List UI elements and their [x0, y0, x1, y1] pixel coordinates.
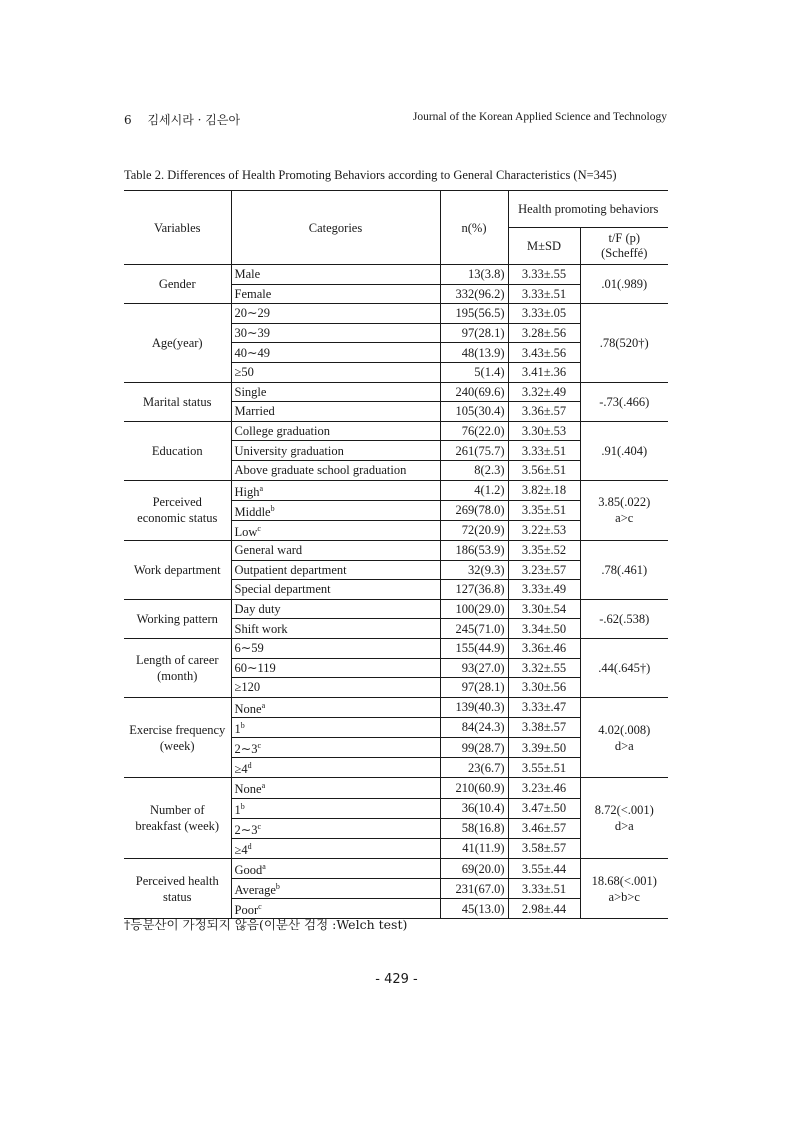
n-cell: 245(71.0)	[440, 619, 508, 639]
variable-cell: Number of breakfast (week)	[124, 778, 231, 859]
category-label: Male	[234, 267, 261, 282]
msd-cell: 3.82±.18	[508, 480, 580, 500]
category-cell	[231, 798, 440, 818]
stat-value: .01(.989)	[601, 277, 648, 292]
category-superscript: d	[247, 841, 252, 851]
n-cell: 48(13.9)	[440, 343, 508, 363]
msd-cell: 3.33±.51	[508, 879, 580, 899]
msd-cell: 3.34±.50	[508, 619, 580, 639]
n-cell: 8(2.3)	[440, 460, 508, 480]
n-cell: 261(75.7)	[440, 441, 508, 461]
stat-cell	[580, 480, 668, 540]
category-label: Above graduate school graduation	[234, 463, 407, 478]
n-cell: 84(24.3)	[440, 717, 508, 737]
category-superscript: b	[270, 503, 275, 513]
category-cell	[231, 402, 440, 422]
msd-cell: 3.23±.46	[508, 778, 580, 798]
stat-cell	[580, 638, 668, 697]
category-superscript: a	[262, 862, 266, 871]
category-cell	[231, 265, 440, 285]
stat-cell	[580, 382, 668, 421]
stat-value: 18.68(<.001)	[591, 873, 657, 888]
n-cell: 32(9.3)	[440, 560, 508, 580]
n-cell: 231(67.0)	[440, 879, 508, 899]
category-cell	[231, 638, 440, 658]
category-label: Single	[234, 384, 267, 399]
msd-cell: 3.38±.57	[508, 717, 580, 737]
table-row	[124, 778, 668, 798]
category-cell	[231, 697, 440, 717]
msd-cell: 3.41±.36	[508, 362, 580, 382]
header-tf	[580, 228, 668, 265]
n-cell: 210(60.9)	[440, 778, 508, 798]
category-label: Married	[234, 404, 275, 419]
msd-cell: 3.39±.50	[508, 738, 580, 758]
page-number: 6	[124, 113, 132, 127]
header-health-promoting-behaviors: Health promoting behaviors	[508, 191, 668, 228]
msd-cell: 3.33±.51	[508, 284, 580, 304]
table-row	[124, 265, 668, 285]
category-label: ≥4	[234, 762, 248, 777]
n-cell: 240(69.6)	[440, 382, 508, 402]
category-cell	[231, 717, 440, 737]
n-cell: 76(22.0)	[440, 421, 508, 441]
category-superscript: a	[261, 700, 266, 710]
category-cell	[231, 580, 440, 600]
stat-value: 8.72(<.001)	[594, 803, 654, 818]
stat-cell	[580, 541, 668, 600]
category-superscript: c	[257, 523, 261, 533]
category-superscript: c	[257, 821, 262, 831]
msd-cell: 2.98±.44	[508, 899, 580, 919]
category-cell	[231, 421, 440, 441]
category-cell	[231, 619, 440, 639]
category-label: Average	[234, 883, 276, 898]
msd-cell: 3.33±.05	[508, 304, 580, 324]
category-cell	[231, 460, 440, 480]
category-cell	[231, 778, 440, 798]
msd-cell: 3.33±.55	[508, 265, 580, 285]
n-cell: 5(1.4)	[440, 362, 508, 382]
n-cell: 99(28.7)	[440, 738, 508, 758]
header-n: n(%)	[440, 191, 508, 265]
table-row	[124, 859, 668, 879]
msd-cell: 3.47±.50	[508, 798, 580, 818]
category-label: ≥4	[234, 843, 248, 857]
category-superscript: b	[275, 882, 280, 892]
n-cell: 127(36.8)	[440, 580, 508, 600]
msd-cell: 3.56±.51	[508, 460, 580, 480]
category-cell	[231, 758, 440, 778]
category-cell	[231, 541, 440, 561]
msd-cell: 3.32±.55	[508, 658, 580, 678]
category-label: 2∼3	[234, 822, 258, 837]
header-variables: Variables	[153, 220, 201, 235]
variable-cell: Working pattern	[124, 599, 231, 638]
category-label: 20∼29	[234, 306, 270, 321]
stat-value: 4.02(.008)	[598, 722, 651, 737]
category-cell	[231, 738, 440, 758]
variable-cell: Work department	[124, 541, 231, 600]
n-cell: 41(11.9)	[440, 838, 508, 858]
msd-cell: 3.33±.49	[508, 580, 580, 600]
msd-cell: 3.32±.49	[508, 382, 580, 402]
table-row	[124, 599, 668, 619]
header-tf-label: t/F (p)	[608, 231, 641, 245]
variable-cell: Length of career (month)	[124, 638, 231, 697]
msd-cell: 3.46±.57	[508, 818, 580, 838]
category-label: None	[234, 701, 262, 716]
n-cell: 97(28.1)	[440, 323, 508, 343]
stat-value: .44(.645†)	[598, 660, 651, 675]
msd-cell: 3.58±.57	[508, 838, 580, 858]
stat-cell	[580, 859, 668, 919]
category-cell	[231, 838, 440, 858]
stat-value: .78(.461)	[601, 562, 648, 577]
category-label: 1	[234, 722, 241, 737]
category-cell	[231, 343, 440, 363]
variable-cell: Gender	[124, 265, 231, 304]
category-label: College graduation	[234, 424, 330, 439]
table-row	[124, 697, 668, 717]
msd-cell: 3.30±.53	[508, 421, 580, 441]
table-row	[124, 382, 668, 402]
category-cell	[231, 818, 440, 838]
category-cell	[231, 520, 440, 540]
msd-cell: 3.33±.47	[508, 697, 580, 717]
category-superscript: a	[261, 781, 266, 791]
msd-cell: 3.35±.51	[508, 500, 580, 520]
n-cell: 269(78.0)	[440, 500, 508, 520]
n-cell: 93(27.0)	[440, 658, 508, 678]
n-cell: 58(16.8)	[440, 818, 508, 838]
n-cell: 155(44.9)	[440, 638, 508, 658]
table-header	[124, 191, 668, 265]
table-container	[124, 190, 668, 919]
msd-cell: 3.33±.51	[508, 441, 580, 461]
table-row	[124, 541, 668, 561]
stat-cell	[580, 778, 668, 859]
category-label: ≥50	[234, 365, 254, 380]
n-cell: 97(28.1)	[440, 678, 508, 698]
msd-cell: 3.36±.46	[508, 638, 580, 658]
category-superscript: c	[257, 741, 262, 751]
stat-cell	[580, 697, 668, 778]
category-label: ≥120	[234, 680, 261, 695]
msd-cell: 3.43±.56	[508, 343, 580, 363]
msd-cell: 3.36±.57	[508, 402, 580, 422]
page-footer-number: - 429 -	[375, 972, 418, 987]
category-cell	[231, 658, 440, 678]
stat-value: .78(520†)	[599, 335, 649, 350]
authors: 김세시라 · 김은아	[147, 113, 241, 127]
category-label: 6∼59	[234, 641, 264, 656]
n-cell: 45(13.0)	[440, 899, 508, 919]
posthoc-value: a>c	[615, 511, 634, 526]
n-cell: 186(53.9)	[440, 541, 508, 561]
category-superscript: c	[258, 902, 262, 912]
n-cell: 4(1.2)	[440, 480, 508, 500]
stat-value: -.73(.466)	[599, 394, 650, 409]
category-cell	[231, 879, 440, 899]
variable-cell: Education	[124, 421, 231, 480]
header-categories: Categories	[231, 191, 440, 265]
category-label: Low	[234, 525, 258, 539]
header-msd: M±SD	[508, 228, 580, 265]
category-superscript: d	[247, 761, 252, 771]
n-cell: 195(56.5)	[440, 304, 508, 324]
posthoc-value: d>a	[614, 738, 634, 753]
n-cell: 72(20.9)	[440, 520, 508, 540]
category-label: Good	[234, 863, 263, 878]
stat-cell	[580, 599, 668, 638]
variable-cell: Marital status	[124, 382, 231, 421]
category-label: University graduation	[234, 443, 344, 458]
category-cell	[231, 560, 440, 580]
msd-cell: 3.55±.51	[508, 758, 580, 778]
table-row	[124, 421, 668, 441]
category-label: None	[234, 782, 262, 797]
category-cell	[231, 304, 440, 324]
category-superscript: a	[259, 483, 264, 493]
footnote: †등분산이 가정되지 않음(이분산 검정 :Welch test)	[124, 917, 408, 932]
running-header-left	[124, 111, 240, 128]
category-label: Shift work	[234, 621, 288, 636]
category-label: Middle	[234, 504, 271, 519]
category-label: Day duty	[234, 602, 281, 617]
category-label: General ward	[234, 543, 303, 558]
category-label: 60∼119	[234, 660, 276, 675]
table-row	[124, 304, 668, 324]
msd-cell: 3.30±.54	[508, 599, 580, 619]
msd-cell: 3.28±.56	[508, 323, 580, 343]
msd-cell: 3.23±.57	[508, 560, 580, 580]
category-cell	[231, 500, 440, 520]
category-cell	[231, 382, 440, 402]
stat-cell	[580, 304, 668, 382]
category-cell	[231, 284, 440, 304]
stat-value: -.62(.538)	[599, 611, 650, 626]
n-cell: 105(30.4)	[440, 402, 508, 422]
variable-cell: Perceived health status	[124, 859, 231, 919]
n-cell: 332(96.2)	[440, 284, 508, 304]
variable-cell: Age(year)	[124, 304, 231, 382]
category-cell	[231, 678, 440, 698]
posthoc-value: a>b>c	[608, 889, 640, 904]
stat-value: .91(.404)	[601, 443, 648, 458]
variable-cell: Perceived economic status	[124, 480, 231, 540]
journal-title: Journal of the Korean Applied Science and Technology	[412, 111, 667, 123]
msd-cell: 3.30±.56	[508, 678, 580, 698]
category-cell	[231, 480, 440, 500]
n-cell: 13(3.8)	[440, 265, 508, 285]
table-row	[124, 638, 668, 658]
stat-cell	[580, 265, 668, 304]
msd-cell: 3.22±.53	[508, 520, 580, 540]
category-label: 40∼49	[234, 345, 270, 360]
header-scheffe: (Scheffé)	[601, 246, 648, 260]
category-label: Special department	[234, 582, 331, 597]
category-label: 30∼39	[234, 326, 270, 341]
category-label: Outpatient department	[234, 562, 347, 577]
n-cell: 69(20.0)	[440, 859, 508, 879]
category-label: Female	[234, 286, 272, 301]
n-cell: 100(29.0)	[440, 599, 508, 619]
msd-cell: 3.55±.44	[508, 859, 580, 879]
category-cell	[231, 362, 440, 382]
n-cell: 36(10.4)	[440, 798, 508, 818]
table-row	[124, 480, 668, 500]
results-table	[124, 190, 668, 919]
n-cell: 139(40.3)	[440, 697, 508, 717]
category-label: 2∼3	[234, 742, 258, 757]
category-label: High	[234, 484, 260, 499]
stat-value: 3.85(.022)	[598, 495, 651, 510]
category-cell	[231, 323, 440, 343]
category-superscript: b	[240, 801, 245, 811]
category-cell	[231, 859, 440, 879]
stat-cell	[580, 421, 668, 480]
category-label: 1	[234, 802, 241, 817]
table-body	[124, 265, 668, 919]
category-cell	[231, 599, 440, 619]
category-label: Poor	[234, 903, 259, 918]
category-cell	[231, 441, 440, 461]
variable-cell: Exercise frequency (week)	[124, 697, 231, 778]
table-caption: Table 2. Differences of Health Promoting Behaviors according to General Characteristics (N=345)	[124, 168, 617, 182]
msd-cell: 3.35±.52	[508, 541, 580, 561]
category-superscript: b	[240, 720, 245, 730]
posthoc-value: d>a	[614, 819, 634, 834]
n-cell: 23(6.7)	[440, 758, 508, 778]
